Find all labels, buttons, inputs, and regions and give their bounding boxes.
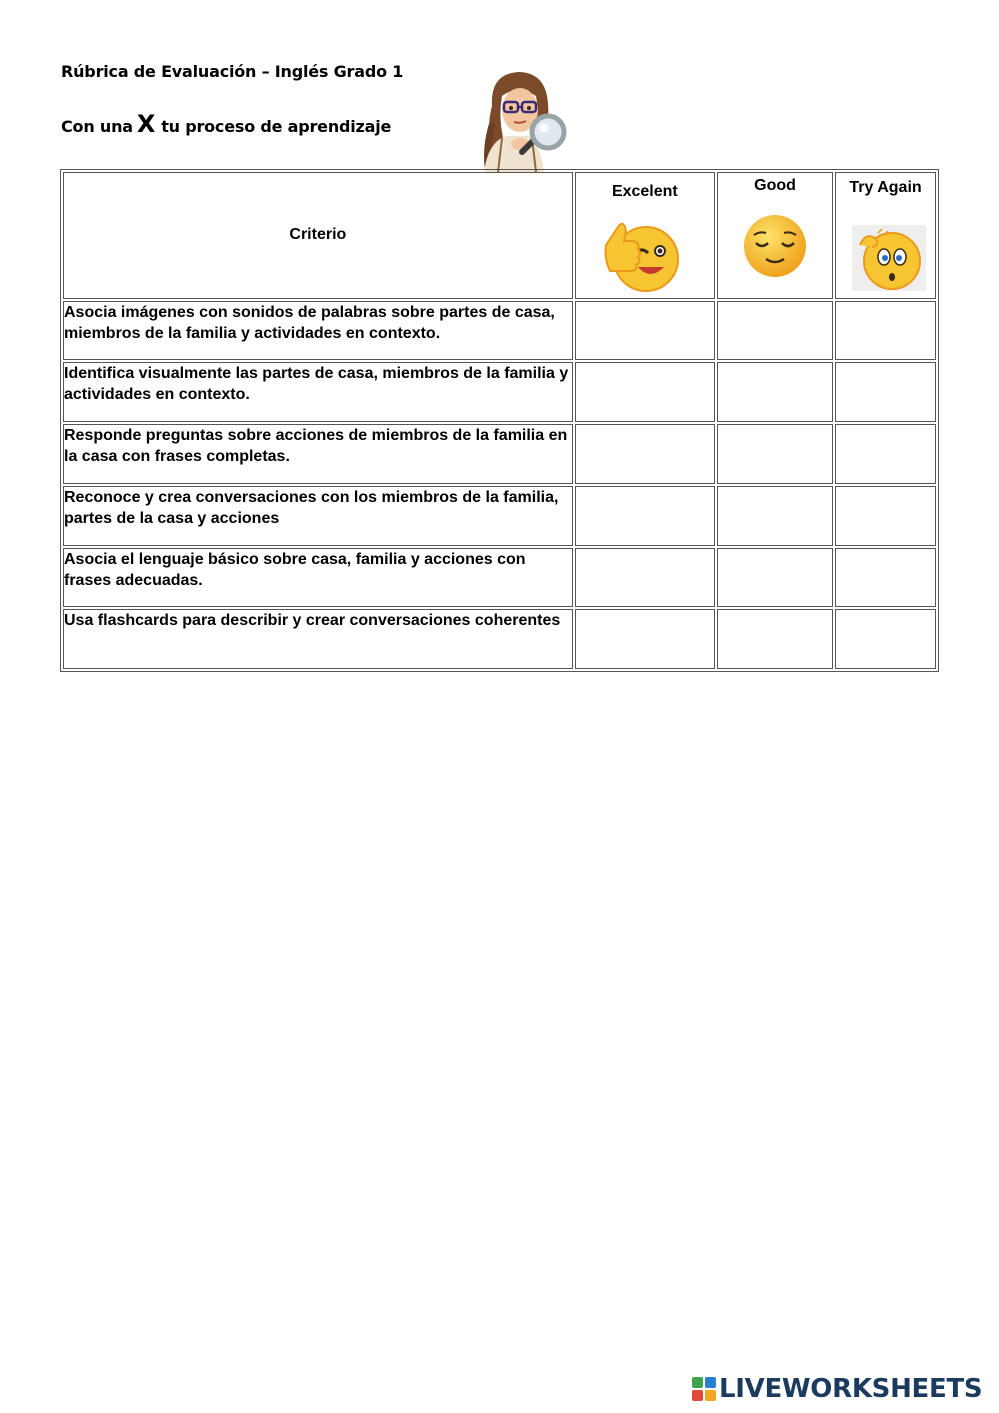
mark-cell-excelent[interactable] [575, 362, 715, 422]
teacher-magnifier-illustration [462, 66, 570, 172]
table-row [63, 424, 936, 484]
table-row [63, 362, 936, 422]
criterion-cell: Asocia imágenes con sonidos de palabras sobre partes de casa, miembros de la familia y actividades en contexto. [63, 301, 573, 361]
liveworksheets-logo[interactable] [692, 1374, 982, 1404]
level-label: Excelent [611, 183, 678, 200]
mark-cell-excelent[interactable] [575, 609, 715, 669]
mark-cell-excelent[interactable] [575, 548, 715, 608]
mark-cell-try-again[interactable] [835, 424, 936, 484]
level-label: Good [754, 177, 796, 194]
mark-cell-excelent[interactable] [575, 424, 715, 484]
rubric-table [60, 169, 939, 672]
criterion-cell: Responde preguntas sobre acciones de miembros de la familia en la casa con frases completas. [63, 424, 573, 484]
logo-text: LIVEWORKSHEETS [719, 1374, 983, 1404]
mark-cell-try-again[interactable] [835, 548, 936, 608]
mark-cell-good[interactable] [717, 609, 833, 669]
mark-cell-good[interactable] [717, 548, 833, 608]
criterion-cell: Asocia el lenguaje básico sobre casa, familia y acciones con frases adecuadas. [63, 548, 573, 608]
criterion-cell: Usa flashcards para describir y crear conversaciones coherentes [63, 609, 573, 669]
level-header-good [717, 172, 833, 299]
mark-cell-good[interactable] [717, 424, 833, 484]
mark-cell-excelent[interactable] [575, 486, 715, 546]
table-row [63, 609, 936, 669]
confused-face-emoji-icon [852, 225, 926, 291]
level-label: Try Again [849, 179, 922, 196]
header-row [63, 172, 936, 299]
table-row [63, 486, 936, 546]
mark-cell-good[interactable] [717, 486, 833, 546]
instruction-mark: X [136, 110, 156, 138]
mark-cell-try-again[interactable] [835, 609, 936, 669]
instruction-suffix: tu proceso de aprendizaje [161, 117, 392, 136]
criterion-cell: Identifica visualmente las partes de casa, miembros de la familia y actividades en contexto. [63, 362, 573, 422]
instruction-prefix: Con una [61, 117, 133, 136]
table-row [63, 548, 936, 608]
liveworksheets-logo-icon [692, 1377, 716, 1401]
mark-cell-try-again[interactable] [835, 301, 936, 361]
level-header-excelent [575, 172, 715, 299]
mark-cell-try-again[interactable] [835, 362, 936, 422]
criterion-cell: Reconoce y crea conversaciones con los miembros de la familia, partes de la casa y acciones [63, 486, 573, 546]
mark-cell-good[interactable] [717, 362, 833, 422]
page-title: Rúbrica de Evaluación – Inglés Grado 1 [61, 62, 404, 81]
mark-cell-try-again[interactable] [835, 486, 936, 546]
instruction-line [61, 110, 391, 138]
criterion-header: Criterio [63, 172, 573, 299]
mark-cell-excelent[interactable] [575, 301, 715, 361]
thumbs-up-wink-emoji-icon [596, 209, 684, 297]
table-row [63, 301, 936, 361]
level-header-try-again [835, 172, 936, 299]
mark-cell-good[interactable] [717, 301, 833, 361]
relieved-face-emoji-icon [742, 213, 808, 279]
